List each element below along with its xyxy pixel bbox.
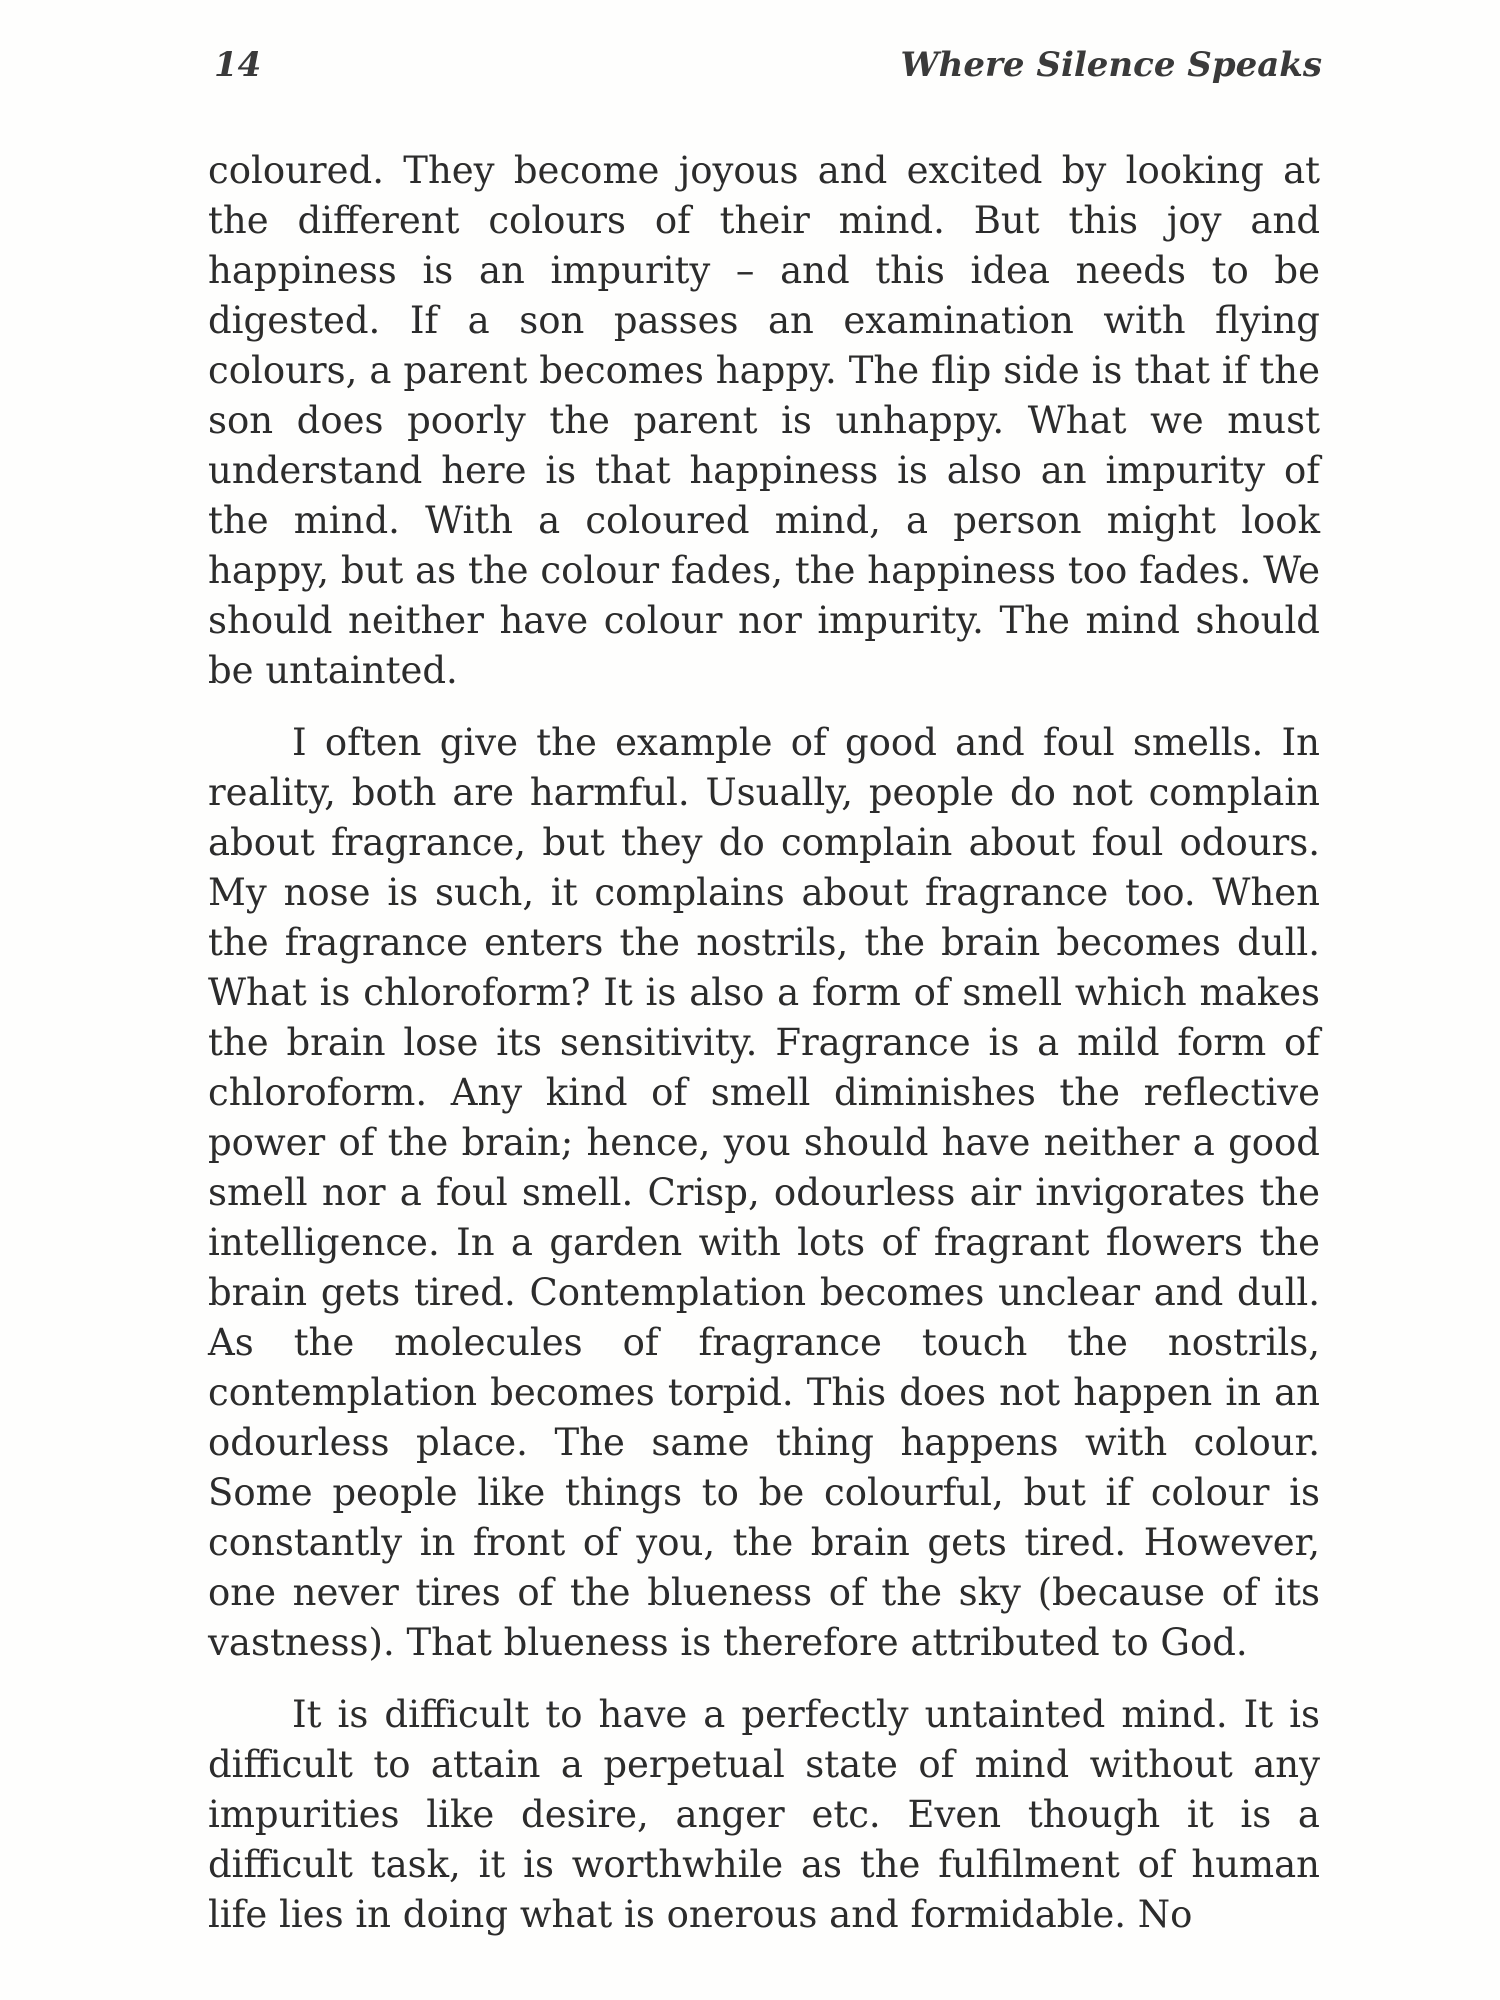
paragraph-3: It is difficult to have a perfectly untainted mind. It is difficult to attain a perpetual state of mind without any impurities like desire, anger etc. Even though it is a difficult task, it is worthwhile as the fulfilment of human life lies in doing what is onerous and formidable. No xyxy=(208,1693,1320,1936)
paragraph-1: coloured. They become joyous and excited by looking at the different colours of their mind. But this joy and happiness is an impurity – and this idea needs to be digested. If a son passes an examination with flying colours, a parent becomes happy. The flip side is that if the son does poorly the parent is unhappy. What we must understand here is that happiness is also an impurity of the mind. With a coloured mind, a person might look happy, but as the colour fades, the happiness too fades. We should neither have colour nor impurity. The mind should be untainted. xyxy=(208,149,1320,692)
running-head xyxy=(214,40,1322,90)
page-number: 14 xyxy=(214,45,262,85)
paragraph-2: I often give the example of good and foul smells. In reality, both are harmful. Usually, people do not complain about fragrance, but they do complain about foul odours. My nose is such, it complains about fragrance too. When the fragrance enters the nostrils, the brain becomes dull. What is chloroform? It is also a form of smell which makes the brain lose its sensitivity. Fragrance is a mild form of chloroform. Any kind of smell diminishes the reflective power of the brain; hence, you should have neither a good smell nor a foul smell. Crisp, odourless air invigorates the intelligence. In a garden with lots of fragrant flowers the brain gets tired. Contemplation becomes unclear and dull. As the molecules of fragrance touch the nostrils, contemplation becomes torpid. This does not happen in an odourless place. The same thing happens with colour. Some people like things to be colourful, but if colour is constantly in front of you, the brain gets tired. However, one never tires of the blueness of the sky (because of its vastness). That blueness is therefore attributed to God. xyxy=(208,721,1320,1664)
body-text xyxy=(208,146,1320,1962)
book-title: Where Silence Speaks xyxy=(900,45,1322,85)
